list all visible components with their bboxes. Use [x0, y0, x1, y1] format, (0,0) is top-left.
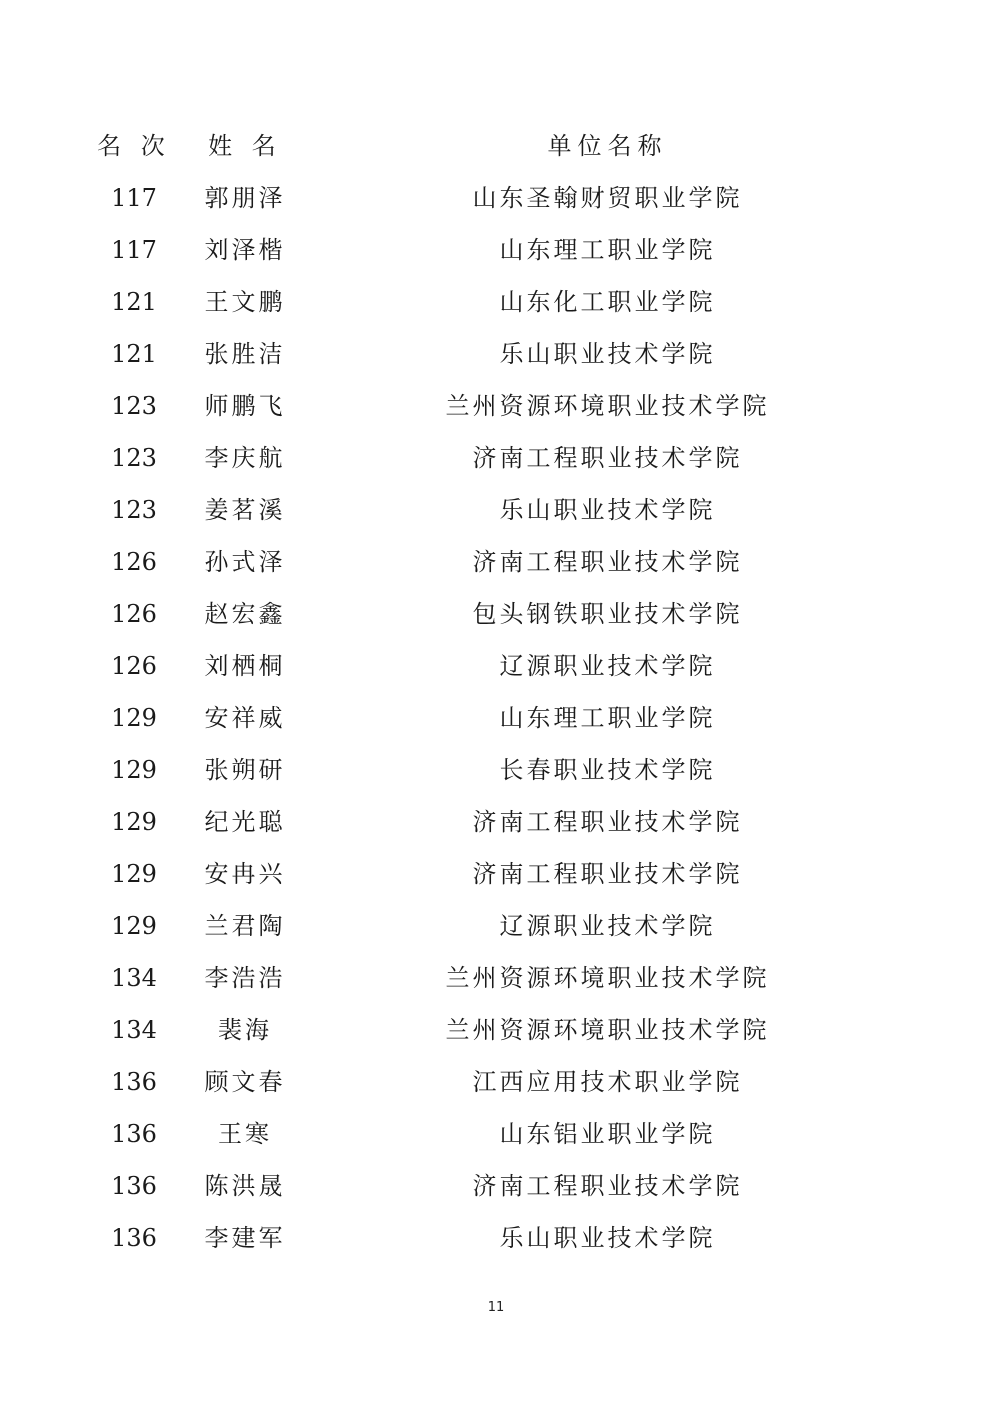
rank-cell: 123	[111, 444, 157, 472]
table-header	[0, 120, 992, 172]
name-cell: 安祥威	[204, 704, 286, 732]
unit-cell: 山东理工职业学院	[499, 704, 716, 732]
table-row	[0, 536, 992, 588]
name-cell: 姜茗溪	[204, 496, 286, 524]
name-cell: 张朔研	[204, 756, 286, 784]
rank-cell: 136	[111, 1172, 157, 1200]
rank-cell: 129	[111, 860, 157, 888]
rank-cell: 136	[111, 1224, 157, 1252]
name-cell: 李庆航	[204, 444, 286, 472]
name-cell: 郭朋泽	[204, 184, 286, 212]
rank-cell: 134	[111, 964, 157, 992]
rank-cell: 134	[111, 1016, 157, 1044]
unit-cell: 山东圣翰财贸职业学院	[472, 184, 743, 212]
unit-cell: 济南工程职业技术学院	[472, 808, 743, 836]
table-row	[0, 484, 992, 536]
table-row	[0, 172, 992, 224]
table-row	[0, 692, 992, 744]
rank-cell: 121	[111, 340, 157, 368]
unit-cell: 辽源职业技术学院	[499, 912, 716, 940]
table-row	[0, 640, 992, 692]
header-unit: 单位名称	[547, 132, 668, 160]
rank-cell: 123	[111, 496, 157, 524]
unit-cell: 兰州资源环境职业技术学院	[445, 1016, 770, 1044]
name-cell: 师鹏飞	[204, 392, 286, 420]
rank-cell: 126	[111, 548, 157, 576]
rank-cell: 129	[111, 808, 157, 836]
name-cell: 李建军	[204, 1224, 286, 1252]
name-cell: 裴海	[218, 1016, 272, 1044]
name-cell: 李浩浩	[204, 964, 286, 992]
header-rank: 名 次	[97, 132, 171, 160]
name-cell: 陈洪晟	[204, 1172, 286, 1200]
unit-cell: 乐山职业技术学院	[499, 340, 716, 368]
unit-cell: 江西应用技术职业学院	[472, 1068, 743, 1096]
name-cell: 赵宏鑫	[204, 600, 286, 628]
name-cell: 孙式泽	[204, 548, 286, 576]
table-row	[0, 224, 992, 276]
table-row	[0, 796, 992, 848]
header-name: 姓 名	[208, 132, 282, 160]
unit-cell: 兰州资源环境职业技术学院	[445, 964, 770, 992]
unit-cell: 乐山职业技术学院	[499, 1224, 716, 1252]
unit-cell: 济南工程职业技术学院	[472, 444, 743, 472]
table-row	[0, 328, 992, 380]
table-row	[0, 848, 992, 900]
rank-cell: 129	[111, 704, 157, 732]
unit-cell: 山东铝业职业学院	[499, 1120, 716, 1148]
table-row	[0, 900, 992, 952]
unit-cell: 兰州资源环境职业技术学院	[445, 392, 770, 420]
name-cell: 张胜洁	[204, 340, 286, 368]
unit-cell: 辽源职业技术学院	[499, 652, 716, 680]
rank-cell: 129	[111, 756, 157, 784]
rank-cell: 117	[111, 184, 157, 212]
rank-cell: 126	[111, 652, 157, 680]
name-cell: 刘泽楷	[204, 236, 286, 264]
unit-cell: 济南工程职业技术学院	[472, 548, 743, 576]
unit-cell: 济南工程职业技术学院	[472, 860, 743, 888]
rank-cell: 123	[111, 392, 157, 420]
unit-cell: 长春职业技术学院	[499, 756, 716, 784]
table-row	[0, 744, 992, 796]
name-cell: 王寒	[218, 1120, 272, 1148]
unit-cell: 山东化工职业学院	[499, 288, 716, 316]
name-cell: 兰君陶	[204, 912, 286, 940]
rank-cell: 136	[111, 1068, 157, 1096]
rank-cell: 117	[111, 236, 157, 264]
table-row	[0, 380, 992, 432]
table-row	[0, 1056, 992, 1108]
name-cell: 纪光聪	[204, 808, 286, 836]
rank-cell: 121	[111, 288, 157, 316]
unit-cell: 包头钢铁职业技术学院	[472, 600, 743, 628]
name-cell: 安冉兴	[204, 860, 286, 888]
rank-cell: 129	[111, 912, 157, 940]
table-row	[0, 1004, 992, 1056]
table-row	[0, 1212, 992, 1264]
table-row	[0, 432, 992, 484]
name-cell: 刘栖桐	[204, 652, 286, 680]
unit-cell: 乐山职业技术学院	[499, 496, 716, 524]
table-row	[0, 588, 992, 640]
table-row	[0, 276, 992, 328]
name-cell: 顾文春	[204, 1068, 286, 1096]
rank-cell: 136	[111, 1120, 157, 1148]
table-row	[0, 1108, 992, 1160]
table-row	[0, 1160, 992, 1212]
name-cell: 王文鹏	[204, 288, 286, 316]
table-row	[0, 952, 992, 1004]
rank-cell: 126	[111, 600, 157, 628]
unit-cell: 山东理工职业学院	[499, 236, 716, 264]
page-number: 11	[487, 1300, 505, 1315]
unit-cell: 济南工程职业技术学院	[472, 1172, 743, 1200]
